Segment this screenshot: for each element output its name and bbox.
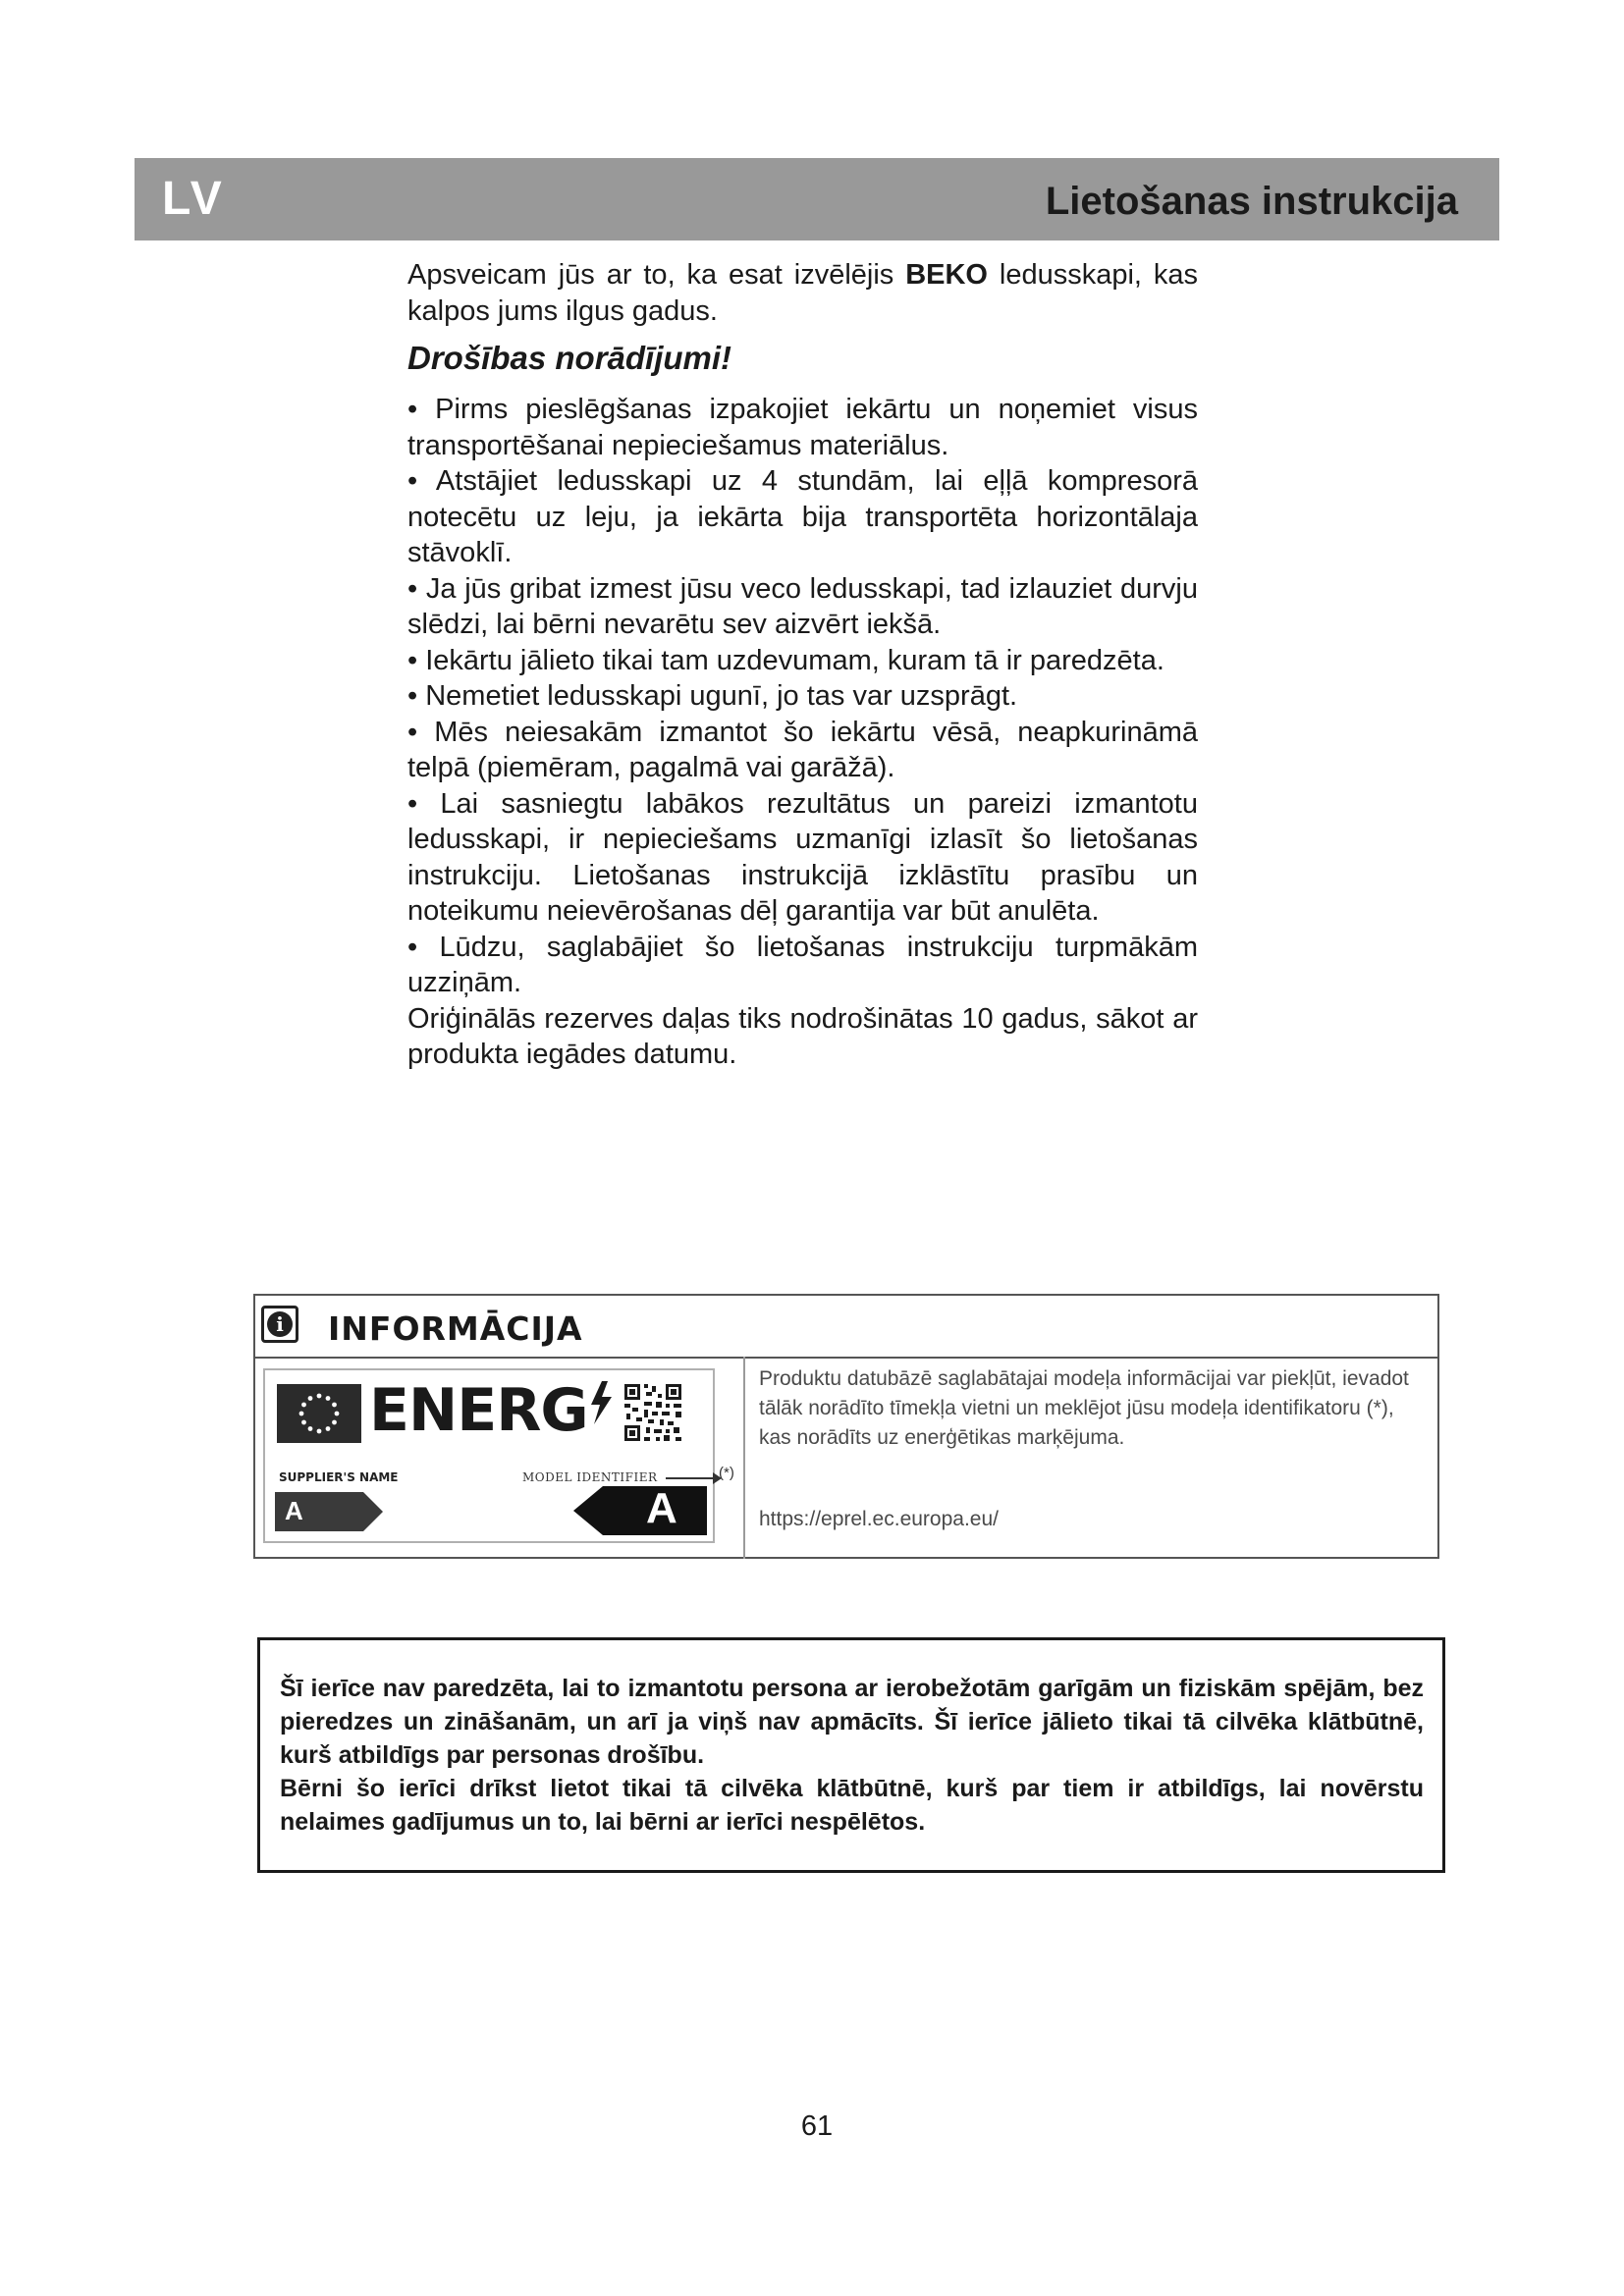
information-text: Produktu datubāzē saglabātajai modeļa informācijai var piekļūt, ievadot tālāk norādīto tīmekļa vietni un meklējot jūsu modeļa identifikatoru (*), kas norādīts uz enerģētikas marķējuma. (759, 1367, 1409, 1449)
energy-label (263, 1368, 715, 1543)
intro-text-end: ledusskapi, kas kalpos jums ilgus gadus. (407, 259, 1198, 327)
spare-parts-note: Oriģinālās rezerves daļas tiks nodrošinātas 10 gadus, sākot ar produkta iegādes datumu. (407, 1002, 1198, 1070)
document-title: Lietošanas instrukcija (1045, 180, 1458, 223)
model-identifier-arrow (666, 1477, 717, 1479)
safety-item: • Nemetiet ledusskapi ugunī, jo tas var uzsprāgt. (407, 680, 1018, 712)
safety-item: • Pirms pieslēgšanas izpakojiet iekārtu un noņemiet visus transportēšanai nepieciešamus materiālus. (407, 394, 1198, 461)
supplier-name-label: SUPPLIER'S NAME (279, 1470, 399, 1484)
energy-logo-text: ENERG (369, 1376, 614, 1445)
eu-flag-icon (277, 1384, 361, 1443)
header-bar (135, 158, 1499, 240)
warning-box (257, 1637, 1445, 1873)
warning-text (280, 1672, 1424, 1839)
info-icon: i (261, 1306, 298, 1343)
safety-title: Drošības norādījumi! (407, 340, 732, 376)
safety-item: • Mēs neiesakām izmantot šo iekārtu vēsā, neapkurināmā telpā (piemēram, pagalmā vai garāžā). (407, 716, 1198, 783)
page-number: 61 (800, 2110, 834, 2142)
energy-class-indicator-label: A (646, 1484, 677, 1532)
information-header (255, 1296, 1437, 1359)
warning-paragraph: Bērni šo ierīci drīkst lietot tikai tā cilvēka klātbūtnē, kurš par tiem ir atbildīgs, lai novērstu nelaimes gadījumus un to, lai bērni ar ierīci nespēlētos. (280, 1775, 1424, 1836)
safety-item: • Lai sasniegtu labākos rezultātus un pareizi izmantotu ledusskapi, ir nepieciešams uzmanīgi izlasīt šo lietošanas instrukciju. Lietošanas instrukcijā izklāstītu prasību un noteikumu neievērošanas dēļ garantija var būt anulēta. (407, 787, 1198, 927)
information-title: INFORMĀCIJA (328, 1309, 583, 1348)
safety-item: • Lūdzu, saglabājiet šo lietošanas instrukciju turpmākām uzziņām. (407, 931, 1198, 998)
safety-item: • Ja jūs gribat izmest jūsu veco ledusskapi, tad izlauziet durvju slēdzi, lai bērni nevarētu sev aizvērt iekšā. (407, 572, 1198, 640)
info-divider (743, 1357, 745, 1559)
safety-item: • Atstājiet ledusskapi uz 4 stundām, lai eļļā kompresorā notecētu uz leju, ja iekārta bija transportēta horizontālaja stāvoklī. (407, 465, 1198, 568)
warning-paragraph: Šī ierīce nav paredzēta, lai to izmantotu persona ar ierobežotām garīgām un fiziskām spējām, bez pieredzes un zināšanām, un arī ja viņš nav apmācīts. Šī ierīce jālieto tikai tā cilvēka klātbūtnē, kurš atbildīgs par personas drošību. (280, 1675, 1424, 1769)
main-text (407, 257, 1198, 1073)
information-box (253, 1294, 1439, 1559)
energy-class-scale-label: A (285, 1496, 303, 1525)
model-identifier-label: MODEL IDENTIFIER (522, 1470, 658, 1484)
brand-name: BEKO (905, 259, 988, 291)
energy-class-indicator-arrow (573, 1486, 707, 1535)
language-code: LV (162, 173, 225, 225)
lightning-bolt-icon (588, 1381, 614, 1424)
model-asterisk: (*) (719, 1465, 734, 1481)
intro-text-start: Apsveicam jūs ar to, ka esat izvēlējis (407, 259, 906, 291)
eprel-link[interactable]: https://eprel.ec.europa.eu/ (759, 1508, 999, 1530)
safety-item: • Iekārtu jālieto tikai tam uzdevumam, kuram tā ir paredzēta. (407, 644, 1164, 676)
qr-code-icon (623, 1382, 683, 1443)
intro-paragraph (407, 257, 1198, 329)
